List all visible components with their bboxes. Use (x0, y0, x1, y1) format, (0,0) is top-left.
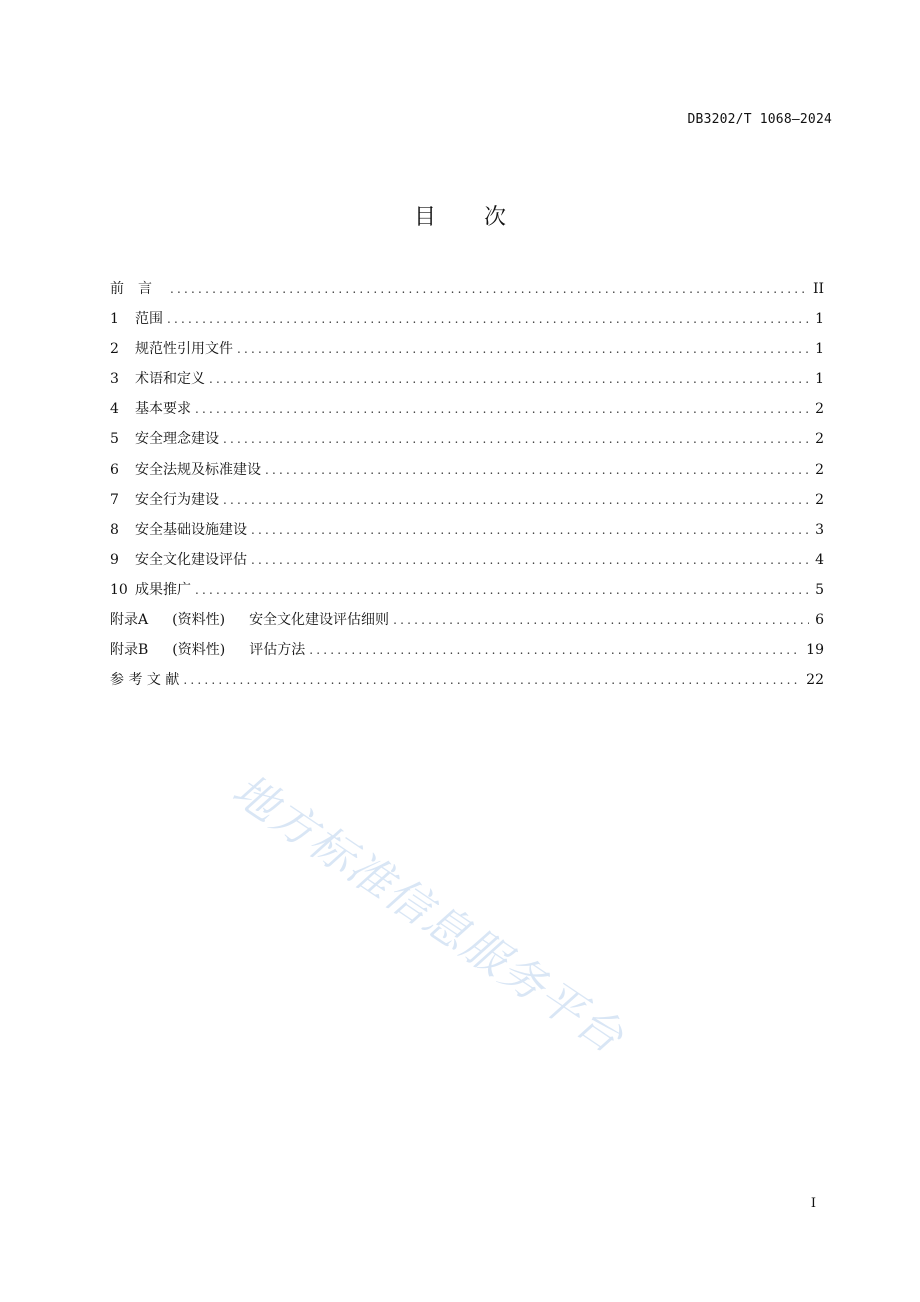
toc-entry-number: 3 (110, 371, 119, 388)
toc-leader-dots (223, 489, 809, 511)
toc-leader-dots (195, 579, 809, 601)
toc-entry-page: 2 (815, 431, 824, 448)
toc-entry-4[interactable] (110, 398, 824, 428)
toc-leader-dots (251, 519, 809, 541)
toc-entry-label: 安全基础设施建设 (135, 521, 247, 538)
toc-leader-dots (170, 278, 807, 300)
toc-entry-label: 安全文化建设评估细则 (249, 612, 390, 629)
toc-leader-dots (183, 669, 800, 691)
toc-entry-page: 2 (815, 461, 824, 478)
toc-entry-page: II (812, 281, 824, 297)
toc-entry-2[interactable] (110, 338, 824, 368)
toc-entry-page: 19 (806, 642, 824, 659)
toc-entry-label: 前言 (110, 281, 166, 297)
toc-entry-label: 安全文化建设评估 (135, 551, 247, 568)
toc-title: 目次 (413, 205, 554, 230)
toc-entry-label: 基本要求 (135, 401, 191, 418)
toc-entry-references[interactable] (110, 669, 824, 699)
toc-entry-page: 2 (815, 401, 824, 418)
toc-entry-label: 成果推广 (135, 581, 191, 598)
toc-leader-dots (167, 308, 809, 330)
toc-entry-label: 安全行为建设 (135, 491, 219, 508)
toc-entry-number: 8 (110, 521, 119, 538)
toc-entry-9[interactable] (110, 549, 824, 579)
toc-entry-page: 1 (815, 371, 824, 388)
toc-entry-5[interactable] (110, 428, 824, 458)
toc-leader-dots (309, 639, 800, 661)
toc-appendix-kind: (资料性) (172, 642, 226, 659)
toc-leader-dots (251, 549, 809, 571)
toc-entry-number: 2 (110, 341, 119, 358)
toc-entry-label: 范围 (135, 311, 163, 328)
toc-entry-page: 22 (806, 672, 824, 689)
toc-entry-appendix-a[interactable] (110, 609, 824, 639)
toc-entry-8[interactable] (110, 519, 824, 549)
toc-entry-label: 参 考 文 献 (110, 672, 180, 689)
toc-entry-label: 规范性引用文件 (135, 341, 233, 358)
table-of-contents (110, 278, 824, 699)
page-number: I (810, 1196, 816, 1211)
toc-entry-3[interactable] (110, 368, 824, 398)
toc-entry-1[interactable] (110, 308, 824, 338)
document-code: DB3202/T 1068—2024 (687, 112, 832, 127)
toc-entry-page: 5 (815, 581, 824, 598)
toc-leader-dots (223, 428, 809, 450)
toc-entry-label: 评估方法 (249, 642, 306, 659)
toc-entry-number: 4 (110, 401, 119, 418)
toc-entry-page: 1 (815, 311, 824, 328)
toc-entry-label: 安全法规及标准建设 (135, 461, 261, 478)
toc-entry-page: 2 (815, 491, 824, 508)
toc-entry-page: 6 (815, 612, 824, 629)
watermark: 地方标准信息服务平台 (223, 764, 634, 1065)
toc-entry-number: 5 (110, 431, 119, 448)
toc-entry-7[interactable] (110, 489, 824, 519)
toc-entry-appendix-b[interactable] (110, 639, 824, 669)
toc-entry-page: 3 (815, 521, 824, 538)
toc-appendix-kind: (资料性) (172, 612, 226, 629)
toc-leader-dots (265, 459, 809, 481)
toc-entry-foreword[interactable] (110, 278, 824, 308)
toc-entry-page: 1 (815, 341, 824, 358)
toc-entry-number: 7 (110, 491, 119, 508)
toc-entry-number: 1 (110, 311, 119, 328)
toc-entry-10[interactable] (110, 579, 824, 609)
toc-entry-number: 9 (110, 551, 119, 568)
toc-entry-6[interactable] (110, 459, 824, 489)
toc-entry-label: 安全理念建设 (135, 431, 219, 448)
toc-entry-label: 术语和定义 (135, 371, 205, 388)
toc-appendix-prefix: 附录B (110, 642, 149, 659)
toc-appendix-prefix: 附录A (110, 612, 149, 629)
toc-leader-dots (393, 609, 809, 631)
toc-leader-dots (237, 338, 809, 360)
toc-leader-dots (209, 368, 809, 390)
toc-entry-number: 10 (110, 581, 128, 598)
toc-entry-page: 4 (815, 551, 824, 568)
toc-entry-number: 6 (110, 461, 119, 478)
toc-leader-dots (195, 398, 809, 420)
